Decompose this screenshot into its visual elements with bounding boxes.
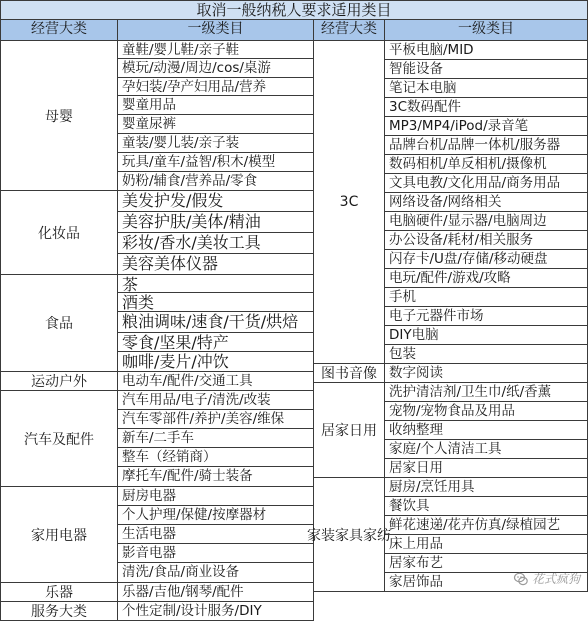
watermark bbox=[514, 570, 580, 587]
watermark-text: 花式疯狗 bbox=[531, 572, 580, 586]
left-subcategory-cell: 奶粉/辅食/营养品/零食 bbox=[118, 172, 314, 191]
left-subcategory-cell: 婴童尿裤 bbox=[118, 115, 314, 134]
right-subcategory-cell: 数字阅读 bbox=[385, 364, 588, 383]
right-category-cell: 3C bbox=[314, 41, 385, 364]
left-subcategory-cell: 婴童用品 bbox=[118, 96, 314, 115]
right-subcategory-cell: 居家布艺 bbox=[385, 554, 588, 573]
left-subcategory-cell: 电动车/配件/交通工具 bbox=[118, 372, 314, 391]
left-subcategory-cell: 零食/坚果/特产 bbox=[118, 333, 314, 352]
right-subcategory-cell: 网络设备/网络相关 bbox=[385, 193, 588, 212]
left-subcategory-cell: 模玩/动漫/周边/cos/桌游 bbox=[118, 59, 314, 78]
right-subcategory-cell: 收纳整理 bbox=[385, 421, 588, 440]
right-subcategory-cell: 电脑硬件/显示器/电脑周边 bbox=[385, 212, 588, 231]
left-category-cell: 服务大类 bbox=[0, 602, 118, 621]
left-subcategory-cell: 个性定制/设计服务/DIY bbox=[118, 602, 314, 621]
header-left-category: 经营大类 bbox=[0, 20, 118, 41]
left-subcategory-cell: 美容美体仪器 bbox=[118, 254, 314, 275]
left-category-cell: 食品 bbox=[0, 275, 118, 372]
right-subcategory-cell: 笔记本电脑 bbox=[385, 79, 588, 98]
right-subcategory-cell: 品牌台机/品牌一体机/服务器 bbox=[385, 136, 588, 155]
right-subcategory-cell: 3C数码配件 bbox=[385, 98, 588, 117]
header-right-subcategory: 一级类目 bbox=[385, 20, 588, 41]
right-subcategory-cell: 家庭/个人清洁工具 bbox=[385, 440, 588, 459]
right-subcategory-cell: 电子元器件市场 bbox=[385, 307, 588, 326]
left-category-cell: 家用电器 bbox=[0, 487, 118, 583]
left-subcategory-cell: 新车/二手车 bbox=[118, 429, 314, 448]
left-subcategory-cell: 影音电器 bbox=[118, 544, 314, 563]
right-subcategory-cell: 智能设备 bbox=[385, 60, 588, 79]
left-subcategory-cell: 厨房电器 bbox=[118, 487, 314, 506]
right-subcategory-cell: 居家日用 bbox=[385, 459, 588, 478]
left-subcategory-cell: 玩具/童车/益智/积木/模型 bbox=[118, 153, 314, 172]
left-subcategory-cell: 整车（经销商） bbox=[118, 448, 314, 467]
right-category-cell: 居家日用 bbox=[314, 383, 385, 478]
left-subcategory-cell: 酒类 bbox=[118, 293, 314, 312]
left-subcategory-cell: 彩妆/香水/美妆工具 bbox=[118, 233, 314, 254]
left-category-cell: 化妆品 bbox=[0, 191, 118, 275]
right-category-cell: 图书音像 bbox=[314, 364, 385, 383]
left-subcategory-cell: 清洗/食品/商业设备 bbox=[118, 563, 314, 583]
right-subcategory-cell: 文具电教/文化用品/商务用品 bbox=[385, 174, 588, 193]
header-right-category: 经营大类 bbox=[314, 20, 385, 41]
left-subcategory-cell: 美容护肤/美体/精油 bbox=[118, 212, 314, 233]
left-category-cell: 运动户外 bbox=[0, 372, 118, 391]
right-subcategory-cell: 办公设备/耗材/相关服务 bbox=[385, 231, 588, 250]
right-subcategory-cell: 闪存卡/U盘/存储/移动硬盘 bbox=[385, 250, 588, 269]
left-subcategory-cell: 茶 bbox=[118, 275, 314, 293]
right-subcategory-cell: 床上用品 bbox=[385, 535, 588, 554]
left-subcategory-cell: 生活电器 bbox=[118, 525, 314, 544]
left-subcategory-cell: 美发护发/假发 bbox=[118, 191, 314, 212]
right-subcategory-cell: 厨房/烹饪用具 bbox=[385, 478, 588, 497]
left-subcategory-cell: 孕妇装/孕产妇用品/营养 bbox=[118, 78, 314, 96]
right-subcategory-cell: 家居饰品 bbox=[385, 573, 588, 592]
right-subcategory-cell: MP3/MP4/iPod/录音笔 bbox=[385, 117, 588, 136]
left-subcategory-cell: 童鞋/婴儿鞋/亲子鞋 bbox=[118, 41, 314, 59]
left-category-cell: 汽车及配件 bbox=[0, 391, 118, 487]
left-subcategory-cell: 汽车用品/电子/清洗/改装 bbox=[118, 391, 314, 410]
right-subcategory-cell: 数码相机/单反相机/摄像机 bbox=[385, 155, 588, 174]
left-category-cell: 母婴 bbox=[0, 41, 118, 191]
left-subcategory-cell: 乐器/吉他/钢琴/配件 bbox=[118, 583, 314, 602]
right-subcategory-cell: 鲜花速递/花卉仿真/绿植园艺 bbox=[385, 516, 588, 535]
right-subcategory-cell: 电玩/配件/游戏/攻略 bbox=[385, 269, 588, 288]
left-subcategory-cell: 咖啡/麦片/冲饮 bbox=[118, 352, 314, 372]
right-subcategory-cell: 手机 bbox=[385, 288, 588, 307]
left-category-cell: 乐器 bbox=[0, 583, 118, 602]
left-subcategory-cell: 童装/婴儿装/亲子装 bbox=[118, 134, 314, 153]
right-subcategory-cell: 宠物/宠物食品及用品 bbox=[385, 402, 588, 421]
table-title: 取消一般纳税人要求适用类目 bbox=[0, 0, 588, 20]
wechat-logo-icon bbox=[514, 572, 528, 586]
right-subcategory-cell: 包装 bbox=[385, 345, 588, 364]
left-subcategory-cell: 粮油调味/速食/干货/烘焙 bbox=[118, 312, 314, 333]
right-subcategory-cell: 洗护清洁剂/卫生巾/纸/香薰 bbox=[385, 383, 588, 402]
right-subcategory-cell: 平板电脑/MID bbox=[385, 41, 588, 60]
left-subcategory-cell: 汽车零部件/养护/美容/维保 bbox=[118, 410, 314, 429]
header-left-subcategory: 一级类目 bbox=[118, 20, 314, 41]
right-category-cell: 家装家具家纺 bbox=[314, 478, 385, 592]
left-subcategory-cell: 摩托车/配件/骑士装备 bbox=[118, 467, 314, 487]
right-subcategory-cell: 餐饮具 bbox=[385, 497, 588, 516]
right-subcategory-cell: DIY电脑 bbox=[385, 326, 588, 345]
left-subcategory-cell: 个人护理/保健/按摩器材 bbox=[118, 506, 314, 525]
